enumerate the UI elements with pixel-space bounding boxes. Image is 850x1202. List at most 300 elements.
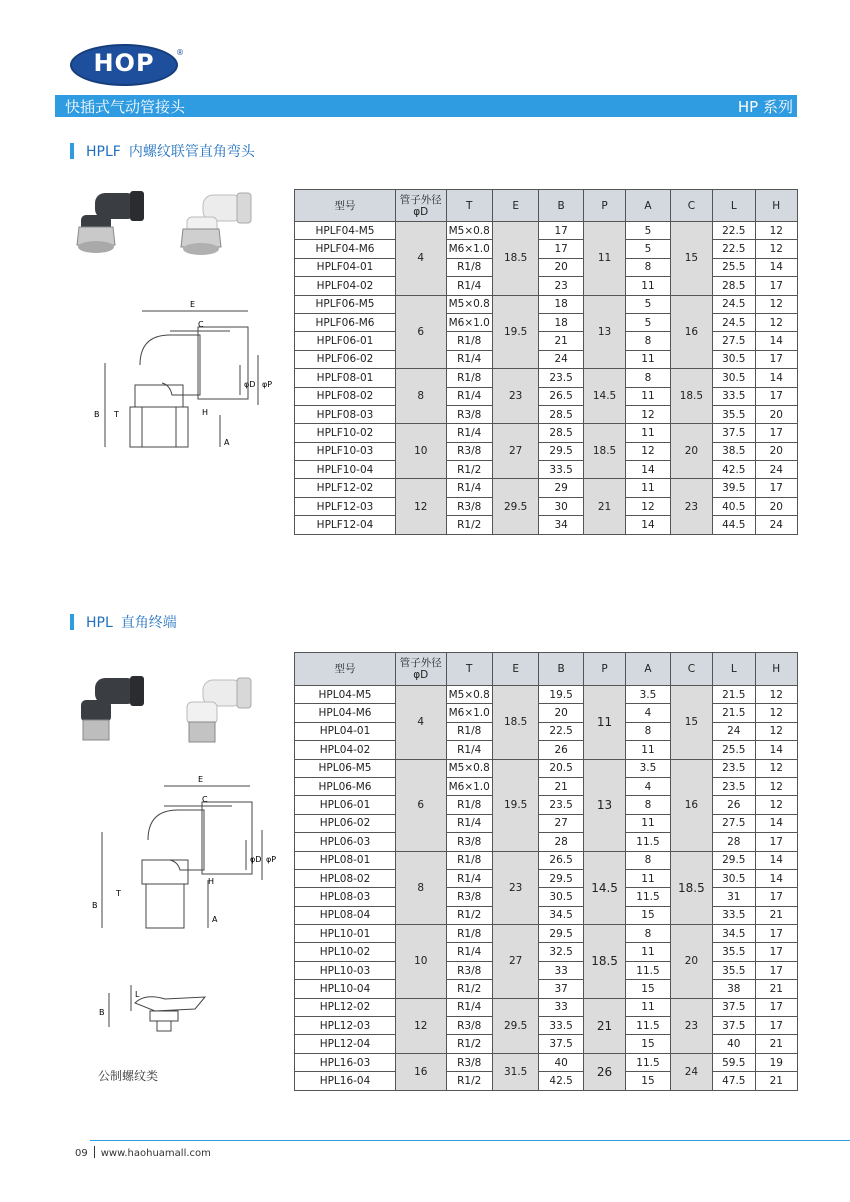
model-cell: HPLF06-M5 <box>295 295 396 313</box>
p-cell: 18.5 <box>583 925 625 999</box>
b-cell: 18 <box>539 295 583 313</box>
a-cell: 8 <box>626 925 670 943</box>
table-row <box>295 277 798 295</box>
footer-divider <box>90 1140 850 1141</box>
a-cell: 3.5 <box>626 686 670 704</box>
model-cell: HPL10-02 <box>295 943 396 961</box>
label-l: L <box>135 990 140 999</box>
e-cell: 18.5 <box>492 222 538 296</box>
e-cell: 31.5 <box>492 1053 538 1090</box>
column-header: T <box>446 190 492 222</box>
model-cell: HPLF04-M6 <box>295 240 396 258</box>
table-header-row <box>295 653 798 686</box>
fitting-white-icon <box>187 678 251 742</box>
tube-diameter-cell: 12 <box>396 479 447 534</box>
h-cell: 14 <box>755 258 798 276</box>
hop-logo <box>70 44 184 88</box>
label-a: A <box>224 438 230 447</box>
a-cell: 15 <box>626 906 670 924</box>
thread-cell: R1/4 <box>446 479 492 497</box>
label-t: T <box>116 889 121 898</box>
a-cell: 5 <box>626 295 670 313</box>
h-cell: 17 <box>755 350 798 368</box>
section-desc: 直角终端 <box>120 615 177 631</box>
model-cell: HPLF08-01 <box>295 369 396 387</box>
table-row <box>295 851 798 869</box>
model-cell: HPLF04-M5 <box>295 222 396 240</box>
h-cell: 17 <box>755 424 798 442</box>
label-h: H <box>208 877 215 886</box>
h-cell: 12 <box>755 704 798 722</box>
thread-cell: R1/8 <box>446 369 492 387</box>
l-cell: 23.5 <box>713 777 755 795</box>
l-cell: 24 <box>713 722 755 740</box>
column-header: B <box>539 190 583 222</box>
table-row <box>295 961 798 979</box>
fitting-dark-icon <box>77 191 144 253</box>
a-cell: 8 <box>626 258 670 276</box>
b-cell: 40 <box>539 1053 583 1071</box>
l-cell: 22.5 <box>713 222 755 240</box>
label-a: A <box>212 915 218 924</box>
column-header: A <box>626 653 670 686</box>
thread-cell: R1/4 <box>446 741 492 759</box>
model-cell: HPLF12-03 <box>295 497 396 515</box>
model-cell: HPLF12-04 <box>295 516 396 534</box>
e-cell: 23 <box>492 851 538 925</box>
p-cell: 11 <box>583 222 625 296</box>
b-cell: 34 <box>539 516 583 534</box>
model-cell: HPL06-01 <box>295 796 396 814</box>
table-row <box>295 814 798 832</box>
l-cell: 47.5 <box>713 1072 755 1090</box>
c-cell: 23 <box>670 998 712 1053</box>
a-cell: 15 <box>626 1035 670 1053</box>
column-header: C <box>670 190 712 222</box>
model-cell: HPL06-03 <box>295 833 396 851</box>
h-cell: 17 <box>755 888 798 906</box>
b-cell: 30.5 <box>539 888 583 906</box>
b-cell: 29 <box>539 479 583 497</box>
l-cell: 28.5 <box>713 277 755 295</box>
column-header: C <box>670 653 712 686</box>
l-cell: 30.5 <box>713 869 755 887</box>
a-cell: 11.5 <box>626 961 670 979</box>
product-photo-hplf <box>75 185 265 265</box>
table-row <box>295 980 798 998</box>
p-cell: 13 <box>583 759 625 851</box>
c-cell: 15 <box>670 222 712 296</box>
l-cell: 23.5 <box>713 759 755 777</box>
l-cell: 33.5 <box>713 906 755 924</box>
h-cell: 17 <box>755 277 798 295</box>
h-cell: 17 <box>755 998 798 1016</box>
thread-cell: R1/2 <box>446 980 492 998</box>
thread-cell: R1/4 <box>446 277 492 295</box>
section-desc: 内螺纹联管直角弯头 <box>128 144 255 160</box>
c-cell: 23 <box>670 479 712 534</box>
b-cell: 37 <box>539 980 583 998</box>
h-cell: 17 <box>755 833 798 851</box>
model-cell: HPLF08-03 <box>295 405 396 423</box>
b-cell: 37.5 <box>539 1035 583 1053</box>
label-e: E <box>190 300 196 309</box>
b-cell: 32.5 <box>539 943 583 961</box>
section-code: HPL <box>86 615 113 631</box>
a-cell: 8 <box>626 332 670 350</box>
h-cell: 21 <box>755 1072 798 1090</box>
h-cell: 21 <box>755 906 798 924</box>
thread-cell: M6×1.0 <box>446 704 492 722</box>
table-header-row <box>295 190 798 222</box>
h-cell: 21 <box>755 980 798 998</box>
l-cell: 21.5 <box>713 704 755 722</box>
c-cell: 20 <box>670 424 712 479</box>
a-cell: 15 <box>626 1072 670 1090</box>
column-header: E <box>492 653 538 686</box>
c-cell: 18.5 <box>670 369 712 424</box>
p-cell: 14.5 <box>583 851 625 925</box>
banner-series: HP 系列 <box>737 98 793 116</box>
l-cell: 30.5 <box>713 350 755 368</box>
p-cell: 13 <box>583 295 625 369</box>
table-row <box>295 796 798 814</box>
l-cell: 29.5 <box>713 851 755 869</box>
l-cell: 34.5 <box>713 925 755 943</box>
h-cell: 17 <box>755 961 798 979</box>
c-cell: 18.5 <box>670 851 712 925</box>
table-row <box>295 332 798 350</box>
b-cell: 23.5 <box>539 369 583 387</box>
b-cell: 23 <box>539 277 583 295</box>
model-cell: HPLF10-02 <box>295 424 396 442</box>
thread-cell: R1/8 <box>446 796 492 814</box>
a-cell: 11 <box>626 479 670 497</box>
h-cell: 24 <box>755 461 798 479</box>
h-cell: 17 <box>755 943 798 961</box>
b-cell: 29.5 <box>539 925 583 943</box>
column-header: 型号 <box>295 190 396 222</box>
p-cell: 26 <box>583 1053 625 1090</box>
thread-cell: R1/4 <box>446 814 492 832</box>
a-cell: 11.5 <box>626 833 670 851</box>
table-row <box>295 497 798 515</box>
h-cell: 14 <box>755 851 798 869</box>
table-row <box>295 387 798 405</box>
l-cell: 38.5 <box>713 442 755 460</box>
h-cell: 12 <box>755 240 798 258</box>
tube-diameter-cell: 4 <box>396 686 447 760</box>
model-cell: HPL12-03 <box>295 1017 396 1035</box>
h-cell: 24 <box>755 516 798 534</box>
h-cell: 12 <box>755 777 798 795</box>
thread-cell: M5×0.8 <box>446 759 492 777</box>
thread-cell: R1/8 <box>446 332 492 350</box>
l-cell: 35.5 <box>713 405 755 423</box>
model-cell: HPL16-03 <box>295 1053 396 1071</box>
l-cell: 33.5 <box>713 387 755 405</box>
thread-cell: R1/8 <box>446 258 492 276</box>
l-cell: 30.5 <box>713 369 755 387</box>
model-cell: HPL04-M6 <box>295 704 396 722</box>
b-cell: 21 <box>539 332 583 350</box>
model-cell: HPL04-02 <box>295 741 396 759</box>
column-header: T <box>446 653 492 686</box>
b-cell: 17 <box>539 222 583 240</box>
l-cell: 22.5 <box>713 240 755 258</box>
l-cell: 28 <box>713 833 755 851</box>
registered-mark: ® <box>176 48 184 57</box>
b-cell: 33 <box>539 961 583 979</box>
label-h: H <box>202 408 209 417</box>
label-d: φD <box>250 855 262 864</box>
label-c: C <box>202 795 208 804</box>
a-cell: 14 <box>626 516 670 534</box>
e-cell: 29.5 <box>492 479 538 534</box>
a-cell: 15 <box>626 980 670 998</box>
b-cell: 19.5 <box>539 686 583 704</box>
thread-cell: R1/8 <box>446 851 492 869</box>
table-row <box>295 998 798 1016</box>
table-row <box>295 722 798 740</box>
e-cell: 29.5 <box>492 998 538 1053</box>
label-c: C <box>198 320 204 329</box>
thread-cell: R1/2 <box>446 1035 492 1053</box>
table-row <box>295 777 798 795</box>
column-header: H <box>755 653 798 686</box>
h-cell: 21 <box>755 1035 798 1053</box>
model-cell: HPLF06-01 <box>295 332 396 350</box>
table-row <box>295 1017 798 1035</box>
table-row <box>295 369 798 387</box>
table-row <box>295 442 798 460</box>
l-cell: 27.5 <box>713 332 755 350</box>
detail-drawing-hpl <box>95 975 225 1045</box>
l-cell: 37.5 <box>713 1017 755 1035</box>
a-cell: 8 <box>626 796 670 814</box>
a-cell: 11 <box>626 814 670 832</box>
model-cell: HPL08-01 <box>295 851 396 869</box>
thread-cell: R1/2 <box>446 516 492 534</box>
table-row <box>295 1072 798 1090</box>
h-cell: 17 <box>755 925 798 943</box>
thread-cell: R3/8 <box>446 833 492 851</box>
model-cell: HPLF08-02 <box>295 387 396 405</box>
model-cell: HPL04-01 <box>295 722 396 740</box>
table-row <box>295 424 798 442</box>
l-cell: 35.5 <box>713 961 755 979</box>
model-cell: HPL06-M6 <box>295 777 396 795</box>
thread-cell: R3/8 <box>446 497 492 515</box>
table-row <box>295 295 798 313</box>
l-cell: 27.5 <box>713 814 755 832</box>
a-cell: 11 <box>626 424 670 442</box>
footer-url[interactable]: www.haohuamall.com <box>100 1148 211 1159</box>
l-cell: 25.5 <box>713 741 755 759</box>
tube-diameter-cell: 6 <box>396 295 447 369</box>
model-cell: HPL10-04 <box>295 980 396 998</box>
model-cell: HPL04-M5 <box>295 686 396 704</box>
b-cell: 22.5 <box>539 722 583 740</box>
b-cell: 33.5 <box>539 461 583 479</box>
l-cell: 37.5 <box>713 998 755 1016</box>
b-cell: 17 <box>539 240 583 258</box>
label-b: B <box>94 410 100 419</box>
b-cell: 28.5 <box>539 424 583 442</box>
dimension-drawing-hplf <box>80 295 280 475</box>
spec-table-hplf <box>294 189 798 535</box>
table-row <box>295 258 798 276</box>
section-accent-bar <box>70 614 74 630</box>
e-cell: 27 <box>492 424 538 479</box>
model-cell: HPL06-M5 <box>295 759 396 777</box>
thread-cell: R3/8 <box>446 888 492 906</box>
l-cell: 59.5 <box>713 1053 755 1071</box>
a-cell: 11 <box>626 277 670 295</box>
thread-cell: R3/8 <box>446 1053 492 1071</box>
l-cell: 21.5 <box>713 686 755 704</box>
l-cell: 44.5 <box>713 516 755 534</box>
model-cell: HPLF04-02 <box>295 277 396 295</box>
banner-title: 快插式气动管接头 <box>65 98 186 116</box>
column-header: A <box>626 190 670 222</box>
p-cell: 14.5 <box>583 369 625 424</box>
label-t: T <box>114 410 119 419</box>
table-row <box>295 704 798 722</box>
e-cell: 27 <box>492 925 538 999</box>
h-cell: 12 <box>755 313 798 331</box>
model-cell: HPL10-03 <box>295 961 396 979</box>
h-cell: 12 <box>755 295 798 313</box>
table-row <box>295 888 798 906</box>
column-header: B <box>539 653 583 686</box>
e-cell: 18.5 <box>492 686 538 760</box>
h-cell: 20 <box>755 405 798 423</box>
table-row <box>295 222 798 240</box>
model-cell: HPLF12-02 <box>295 479 396 497</box>
tube-diameter-cell: 6 <box>396 759 447 851</box>
a-cell: 11.5 <box>626 888 670 906</box>
h-cell: 20 <box>755 442 798 460</box>
label-b: B <box>99 1008 105 1017</box>
model-cell: HPLF04-01 <box>295 258 396 276</box>
page-number: 09 <box>75 1148 88 1159</box>
a-cell: 11 <box>626 741 670 759</box>
a-cell: 5 <box>626 222 670 240</box>
h-cell: 14 <box>755 869 798 887</box>
model-cell: HPLF06-M6 <box>295 313 396 331</box>
thread-cell: M6×1.0 <box>446 313 492 331</box>
b-cell: 42.5 <box>539 1072 583 1090</box>
table-row <box>295 869 798 887</box>
b-cell: 30 <box>539 497 583 515</box>
thread-cell: R1/4 <box>446 350 492 368</box>
thread-cell: R1/8 <box>446 925 492 943</box>
h-cell: 17 <box>755 1017 798 1035</box>
b-cell: 33 <box>539 998 583 1016</box>
l-cell: 26 <box>713 796 755 814</box>
thread-cell: R1/2 <box>446 1072 492 1090</box>
l-cell: 25.5 <box>713 258 755 276</box>
table-row <box>295 906 798 924</box>
b-cell: 18 <box>539 313 583 331</box>
column-header: E <box>492 190 538 222</box>
h-cell: 20 <box>755 497 798 515</box>
tube-diameter-cell: 12 <box>396 998 447 1053</box>
h-cell: 17 <box>755 479 798 497</box>
table-row <box>295 313 798 331</box>
thread-cell: M5×0.8 <box>446 686 492 704</box>
c-cell: 16 <box>670 295 712 369</box>
column-header: P <box>583 653 625 686</box>
a-cell: 8 <box>626 851 670 869</box>
model-cell: HPL12-02 <box>295 998 396 1016</box>
h-cell: 14 <box>755 814 798 832</box>
column-header: H <box>755 190 798 222</box>
a-cell: 11 <box>626 998 670 1016</box>
a-cell: 4 <box>626 777 670 795</box>
h-cell: 12 <box>755 722 798 740</box>
c-cell: 20 <box>670 925 712 999</box>
table-row <box>295 240 798 258</box>
a-cell: 11 <box>626 387 670 405</box>
a-cell: 11.5 <box>626 1053 670 1071</box>
thread-cell: M5×0.8 <box>446 222 492 240</box>
l-cell: 39.5 <box>713 479 755 497</box>
h-cell: 17 <box>755 387 798 405</box>
p-cell: 11 <box>583 686 625 760</box>
product-photo-hpl <box>75 670 265 750</box>
b-cell: 33.5 <box>539 1017 583 1035</box>
thread-cell: R3/8 <box>446 405 492 423</box>
spec-table-hpl <box>294 652 798 1091</box>
dimension-drawing-hpl <box>80 770 280 940</box>
tube-diameter-cell: 16 <box>396 1053 447 1090</box>
b-cell: 28 <box>539 833 583 851</box>
table-row <box>295 943 798 961</box>
table-row <box>295 350 798 368</box>
table-row <box>295 461 798 479</box>
a-cell: 12 <box>626 442 670 460</box>
thread-cell: R3/8 <box>446 442 492 460</box>
h-cell: 12 <box>755 222 798 240</box>
thread-cell: R1/4 <box>446 998 492 1016</box>
logo-text: HOP <box>93 49 155 77</box>
thread-cell: R1/4 <box>446 424 492 442</box>
label-p: φP <box>266 855 277 864</box>
a-cell: 8 <box>626 722 670 740</box>
b-cell: 21 <box>539 777 583 795</box>
label-d: φD <box>244 380 256 389</box>
header-banner <box>55 95 797 117</box>
l-cell: 37.5 <box>713 424 755 442</box>
table-row <box>295 925 798 943</box>
table-row <box>295 833 798 851</box>
footer <box>75 1146 211 1159</box>
c-cell: 16 <box>670 759 712 851</box>
thread-cell: M5×0.8 <box>446 295 492 313</box>
b-cell: 26 <box>539 741 583 759</box>
h-cell: 14 <box>755 741 798 759</box>
b-cell: 26.5 <box>539 387 583 405</box>
a-cell: 11 <box>626 943 670 961</box>
tube-diameter-cell: 4 <box>396 222 447 296</box>
h-cell: 14 <box>755 369 798 387</box>
b-cell: 20 <box>539 704 583 722</box>
a-cell: 11 <box>626 869 670 887</box>
footer-separator <box>94 1146 95 1158</box>
model-cell: HPL16-04 <box>295 1072 396 1090</box>
